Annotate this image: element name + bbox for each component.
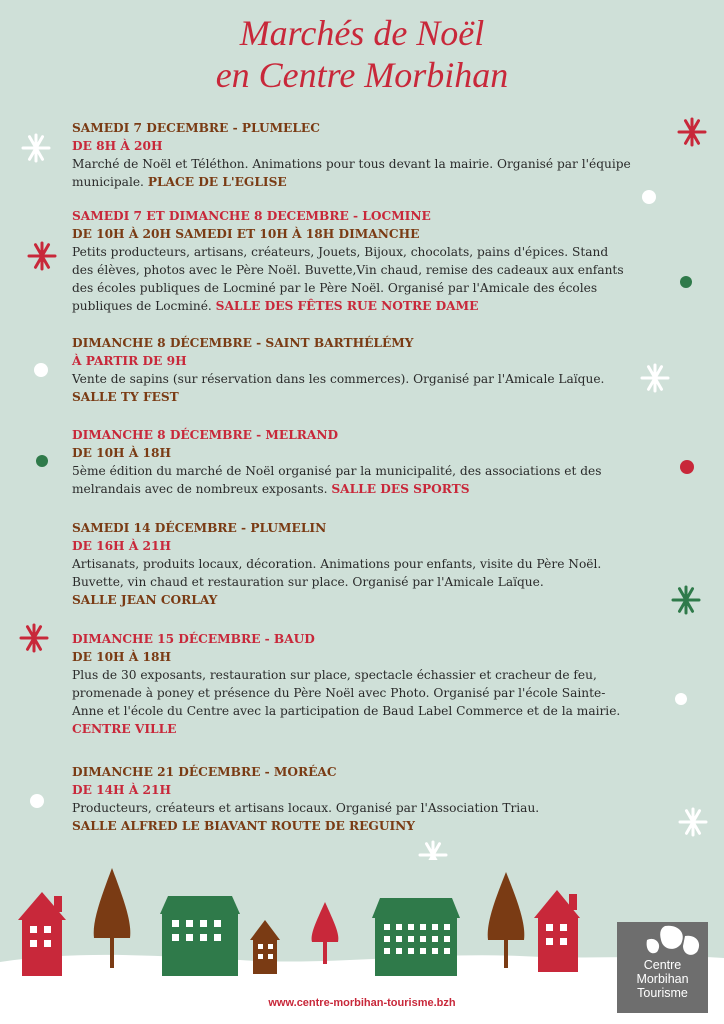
page-title-line1: Marchés de Noël: [239, 13, 485, 53]
snow-dot-icon: [642, 190, 656, 204]
snow-ground: [0, 955, 724, 1024]
event-location: SALLE TY FEST: [72, 390, 179, 404]
red-star-icon: [29, 243, 55, 269]
event-time: DE 10H À 18H: [72, 650, 171, 664]
brown-tree-icon: [488, 872, 525, 968]
leaf-logo-icon: [617, 922, 708, 962]
red-star-icon: [21, 625, 47, 651]
white-star-icon: [680, 809, 706, 835]
event-location: SALLE JEAN CORLAY: [72, 593, 218, 607]
event-header: SAMEDI 14 DÉCEMBRE - PLUMELIN: [72, 521, 327, 535]
event-description-text: 5ème édition du marché de Noël organisé par la municipalité, des associations et des melrandais avec de nombreux exposants.: [72, 464, 602, 496]
event-description: Producteurs, créateurs et artisans locaux. Organisé par l'Association Triau.: [72, 801, 540, 815]
logo-line1: Centre: [643, 958, 682, 972]
green-dot-icon: [36, 455, 48, 467]
small-brown-house-icon: [250, 920, 280, 974]
event-location: SALLE ALFRED LE BIAVANT ROUTE DE REGUINY: [72, 819, 415, 833]
white-star-icon: [642, 365, 668, 391]
snow-dot-icon: [675, 693, 687, 705]
white-star-icon: [420, 842, 446, 860]
event-header: DIMANCHE 21 DÉCEMBRE - MORÉAC: [72, 765, 337, 779]
event-description-text: Marché de Noël et Téléthon. Animations pour tous devant la mairie. Organisé par l'équipe municipale.: [72, 157, 631, 189]
logo-text: [617, 958, 708, 1000]
event-header: DIMANCHE 8 DÉCEMBRE - SAINT BARTHÉLÉMY: [72, 336, 414, 350]
event-header: SAMEDI 7 ET DIMANCHE 8 DECEMBRE - LOCMINE: [72, 209, 431, 223]
green-star-icon: [673, 587, 699, 613]
event-description: Vente de sapins (sur réservation dans les commerces). Organisé par l'Amicale Laïque.: [72, 372, 605, 386]
event-location: CENTRE VILLE: [72, 722, 177, 736]
red-tree-icon: [312, 902, 339, 964]
green-dot-icon: [680, 276, 692, 288]
event-location: PLACE DE L'EGLISE: [147, 175, 287, 189]
green-house-icon: [160, 896, 240, 976]
snow-dot-icon: [34, 363, 48, 377]
event-description: Plus de 30 exposants, restauration sur place, spectacle échassier et cracheur de feu, promenade à poney et présence du Père Noël avec Photo. Organisé par l'école Sainte-Anne et l'école du Centre avec la participation de Baud Label Commerce et de la mairie.: [72, 668, 621, 718]
red-star-icon: [679, 119, 705, 145]
page-title-line2: en Centre Morbihan: [215, 55, 509, 95]
event-header: DIMANCHE 8 DÉCEMBRE - MELRAND: [72, 428, 339, 442]
red-dot-icon: [680, 460, 694, 474]
snow-dot-icon: [30, 794, 44, 808]
event-header: DIMANCHE 15 DÉCEMBRE - BAUD: [72, 632, 315, 646]
event-time: DE 10H À 18H: [72, 446, 171, 460]
event-location: SALLE DES SPORTS: [331, 482, 470, 496]
event-header: SAMEDI 7 DECEMBRE - PLUMELEC: [72, 121, 320, 135]
white-star-icon: [23, 135, 49, 161]
event-description: Artisanats, produits locaux, décoration. Animations pour enfants, visite du Père Noël. Buvette, vin chaud et restauration sur place. Organisé par l'Amicale Laïque.: [72, 557, 602, 589]
brown-tree-icon: [94, 868, 131, 968]
event-time: DE 16H À 21H: [72, 539, 171, 553]
logo-line3: Tourisme: [637, 986, 688, 1000]
website-link[interactable]: www.centre-morbihan-tourisme.bzh: [268, 997, 456, 1009]
event-time: DE 8H À 20H: [72, 139, 163, 153]
red-house-icon: [18, 892, 66, 976]
event-time: DE 14H À 21H: [72, 783, 171, 797]
event-time: À PARTIR DE 9H: [72, 354, 187, 368]
event-time: DE 10H À 20H SAMEDI ET 10H À 18H DIMANCHE: [72, 227, 420, 241]
red-house-icon: [534, 890, 580, 972]
event-location: SALLE DES FÊTES RUE NOTRE DAME: [215, 299, 479, 313]
large-green-house-icon: [372, 898, 460, 976]
event-description-text: Petits producteurs, artisans, créateurs, Jouets, Bijoux, chocolats, pains d'épices. Stand des élèves, photos avec le Père Noël. Buvette,Vin chaud, remise des cadeaux aux enfants des écoles publiques de Locminé par le Père Noël. Organisé par l'Amicale des écoles publiques de Locminé.: [72, 245, 624, 313]
logo-line2: Morbihan: [636, 972, 689, 986]
